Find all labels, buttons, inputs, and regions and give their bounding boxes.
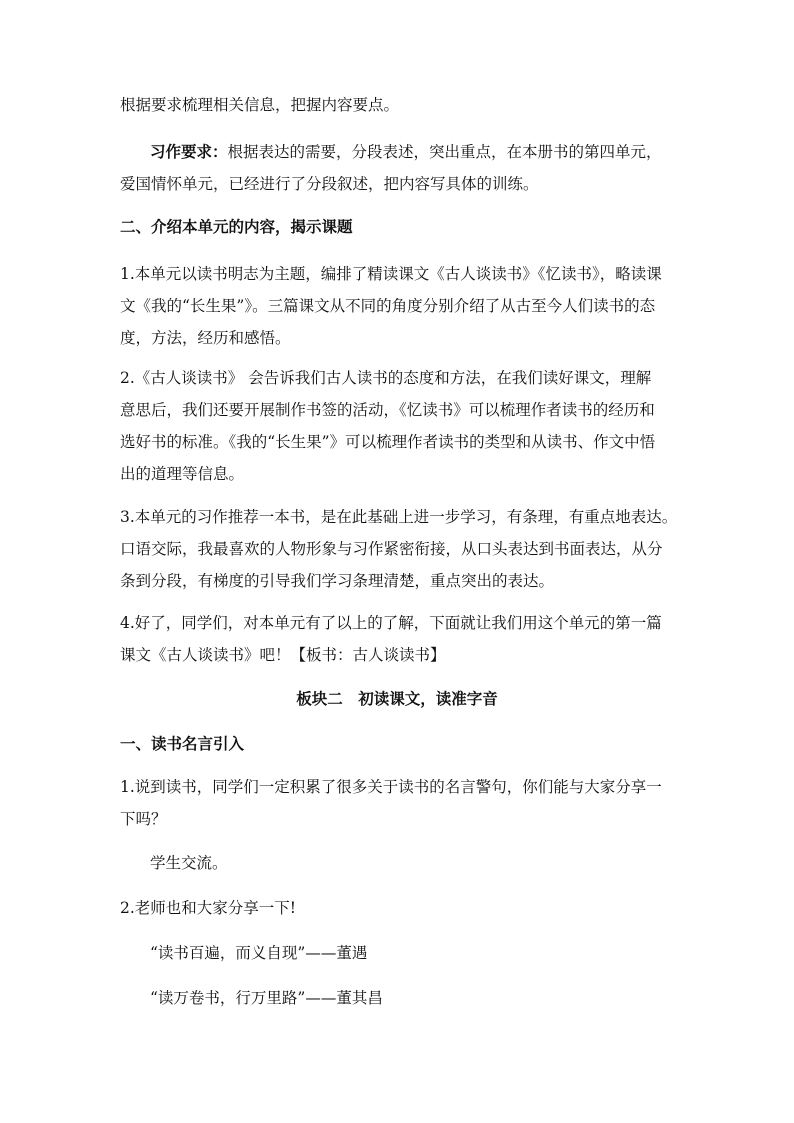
text-line: 2.老师也和大家分享一下! [120,899,297,917]
text-line: 学生交流。 [150,854,228,872]
text-line: 文《我的“长生果”》。三篇课文从不同的角度分别介绍了从古至今人们读书的态 [120,297,656,315]
text-line: 度，方法，经历和感悟。 [120,329,291,347]
text-line: 4.好了，同学们，对本单元有了以上的了解，下面就让我们用这个单元的第一篇 [120,614,662,632]
text-line: 3.本单元的习作推荐一本书，是在此基础上进一步学习，有条理，有重点地表达。 [120,508,678,526]
text-line: 1.说到读书，同学们一定积累了很多关于读书的名言警句，你们能与大家分享一 [120,778,662,796]
section-heading: 一、读书名言引入 [120,734,245,753]
text-line: 出的道理等信息。 [120,465,245,483]
block-title: 板块二 初读课文，读准字音 [296,689,498,708]
text-line: 口语交际，我最喜欢的人物形象与习作紧密衔接，从口头表达到书面表达，从分 [120,540,663,558]
paragraph-writing-requirement [150,141,662,163]
text-line: 意思后，我们还要开展制作书签的活动，《忆读书》可以梳理作者读书的经历和 [120,401,655,419]
text-line: 根据要求梳理相关信息，把握内容要点。 [120,96,400,114]
section-heading: 二、介绍本单元的内容，揭示课题 [120,217,353,236]
text-line: 选好书的标准。《我的“长生果”》可以梳理作者读书的类型和从读书、作文中悟 [120,433,656,451]
text-line: 1.本单元以读书明志为主题，编排了精读课文《古人谈读书》《忆读书》，略读课 [120,265,662,283]
quote-line: “读书百遍，而义自现”——董遇 [150,944,368,962]
writing-requirement-text: 根据表达的需要，分段表述，突出重点，在本册书的第四单元， [227,143,662,161]
quote-line: “读万卷书，行万里路”——董其昌 [150,989,383,1007]
text-line: 条到分段，有梯度的引导我们学习条理清楚，重点突出的表达。 [120,572,555,590]
text-line: 下吗？ [120,810,167,828]
text-line: 2.《古人谈读书》 会告诉我们古人读书的态度和方法，在我们读好课文，理解 [120,369,652,387]
writing-requirement-label: 习作要求： [150,142,228,161]
text-line: 课文《古人谈读书》吧！【板书：古人谈读书】 [120,646,446,664]
text-line: 爱国情怀单元，已经进行了分段叙述，把内容写具体的训练。 [120,175,539,193]
